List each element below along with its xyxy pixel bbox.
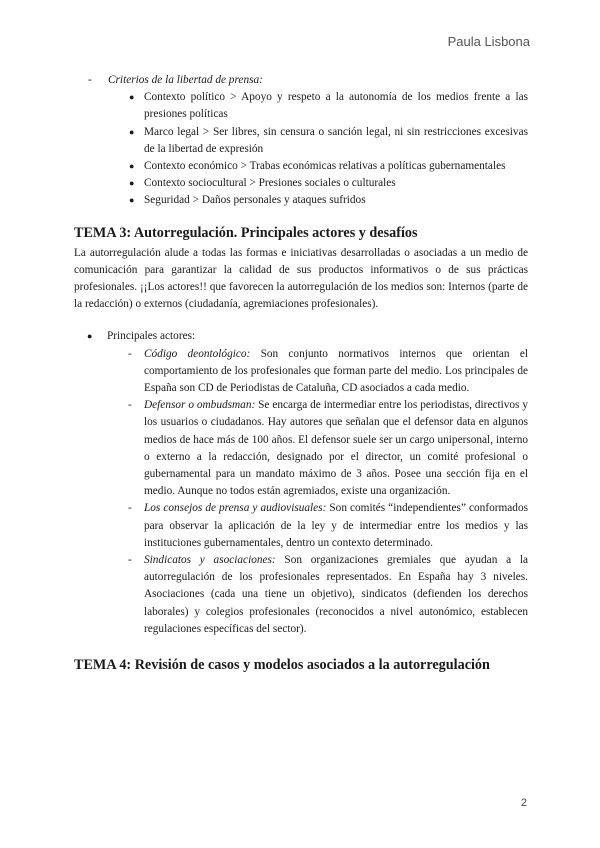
actor-label: Defensor o ombudsman: [144,399,256,412]
actors-heading-item [74,328,528,345]
list-item [74,124,528,158]
actor-label: Los consejos de prensa y audiovisuales: [144,502,327,515]
dash-marker: - [128,502,132,515]
actor-label: Código deontológico: [144,347,251,360]
tema4-heading: TEMA 4: Revisión de casos y modelos asociados a la autorregulación [74,657,490,674]
header-author: Paula Lisbona [447,34,530,49]
bullet-dot: ● [129,178,135,189]
criteria-item-text: Marco legal > Ser libres, sin censura o sanción legal, ni sin restricciones excesivas de la libertad de expresión [144,125,528,155]
criteria-label: Criterios de la libertad de prensa: [108,74,263,86]
dash-marker: - [88,74,92,86]
actor-label: Sindicatos y asociaciones: [144,554,276,567]
page-number: 2 [520,797,527,809]
bullet-dot: ● [87,331,93,342]
dash-marker: - [128,399,132,412]
bullet-dot: ● [129,126,135,137]
list-item [74,192,528,209]
actor-text: Son conjunto normativos internos que orientan el comportamiento de los profesionales que forman parte del medio. Los principales de España son CD de Periodistas de Cataluña, CD asociados a cada medio. [144,347,528,395]
criteria-item-text: Seguridad > Daños personales y ataques sufridos [144,194,366,207]
actor-item [74,397,528,500]
document-body [74,72,528,674]
actor-text: Se encarga de intermediar entre los periodistas, directivos y los usuarios o ciudadanos. Hay autores que señalan que el defensor data en algunos medios de hace más de 100 años. El defensor suele ser un cargo unipersonal, interno o externo a la redacción, designado por el director, un comité profesional o gubernamental para un mandato máximo de 3 años. Posee una sección fija en el medio. Aunque no todos están agremiados, existe una organización. [144,399,528,498]
bullet-dot: ● [129,92,135,103]
dash-marker: - [128,554,132,567]
criteria-list [74,89,528,209]
criteria-section [74,72,528,89]
criteria-item-text: Contexto sociocultural > Presiones sociales o culturales [144,177,396,190]
list-item [74,158,528,175]
tema3-heading: TEMA 3: Autorregulación. Principales actores y desafíos [74,224,418,241]
list-item [74,175,528,192]
actors-heading: Principales actores: [107,330,196,343]
actor-text: Son comités “independientes” conformados para observar la aplicación de la ley y de intermediar entre los medios y las instituciones gubernamentales, dentro un contexto determinado. [144,502,528,549]
criteria-item-text: Contexto político > Apoyo y respeto a la autonomía de los medios frente a las presiones políticas [144,91,528,121]
actors-list [74,346,528,638]
list-item [74,89,528,123]
dash-marker: - [128,347,132,360]
bullet-dot: ● [129,195,135,206]
tema3-paragraph: La autorregulación alude a todas las formas e iniciativas desarrolladas o asociadas a un medio de comunicación para garantizar la calidad de sus productos informativos o de sus prácticas profesionales. ¡¡Los actores!! que favorecen la autorregulación de los medios son: Internos (parte de la redacción) o externos (ciudadanía, agremiaciones profesionales). [74,246,528,311]
actor-item [74,552,528,638]
actor-item [74,346,528,398]
criteria-item-text: Contexto económico > Trabas económicas relativas a políticas gubernamentales [144,160,506,173]
actor-text: Son organizaciones gremiales que ayudan a la autorregulación de los profesionales representados. En España hay 3 niveles. Asociaciones (cada una tiene un objetivo), sindicatos (defienden los derechos laborales) y colegios profesionales (reconocidos a nivel autonómico, establecen regulaciones específicas del sector). [144,554,528,635]
actor-item [74,500,528,552]
bullet-dot: ● [129,161,135,172]
